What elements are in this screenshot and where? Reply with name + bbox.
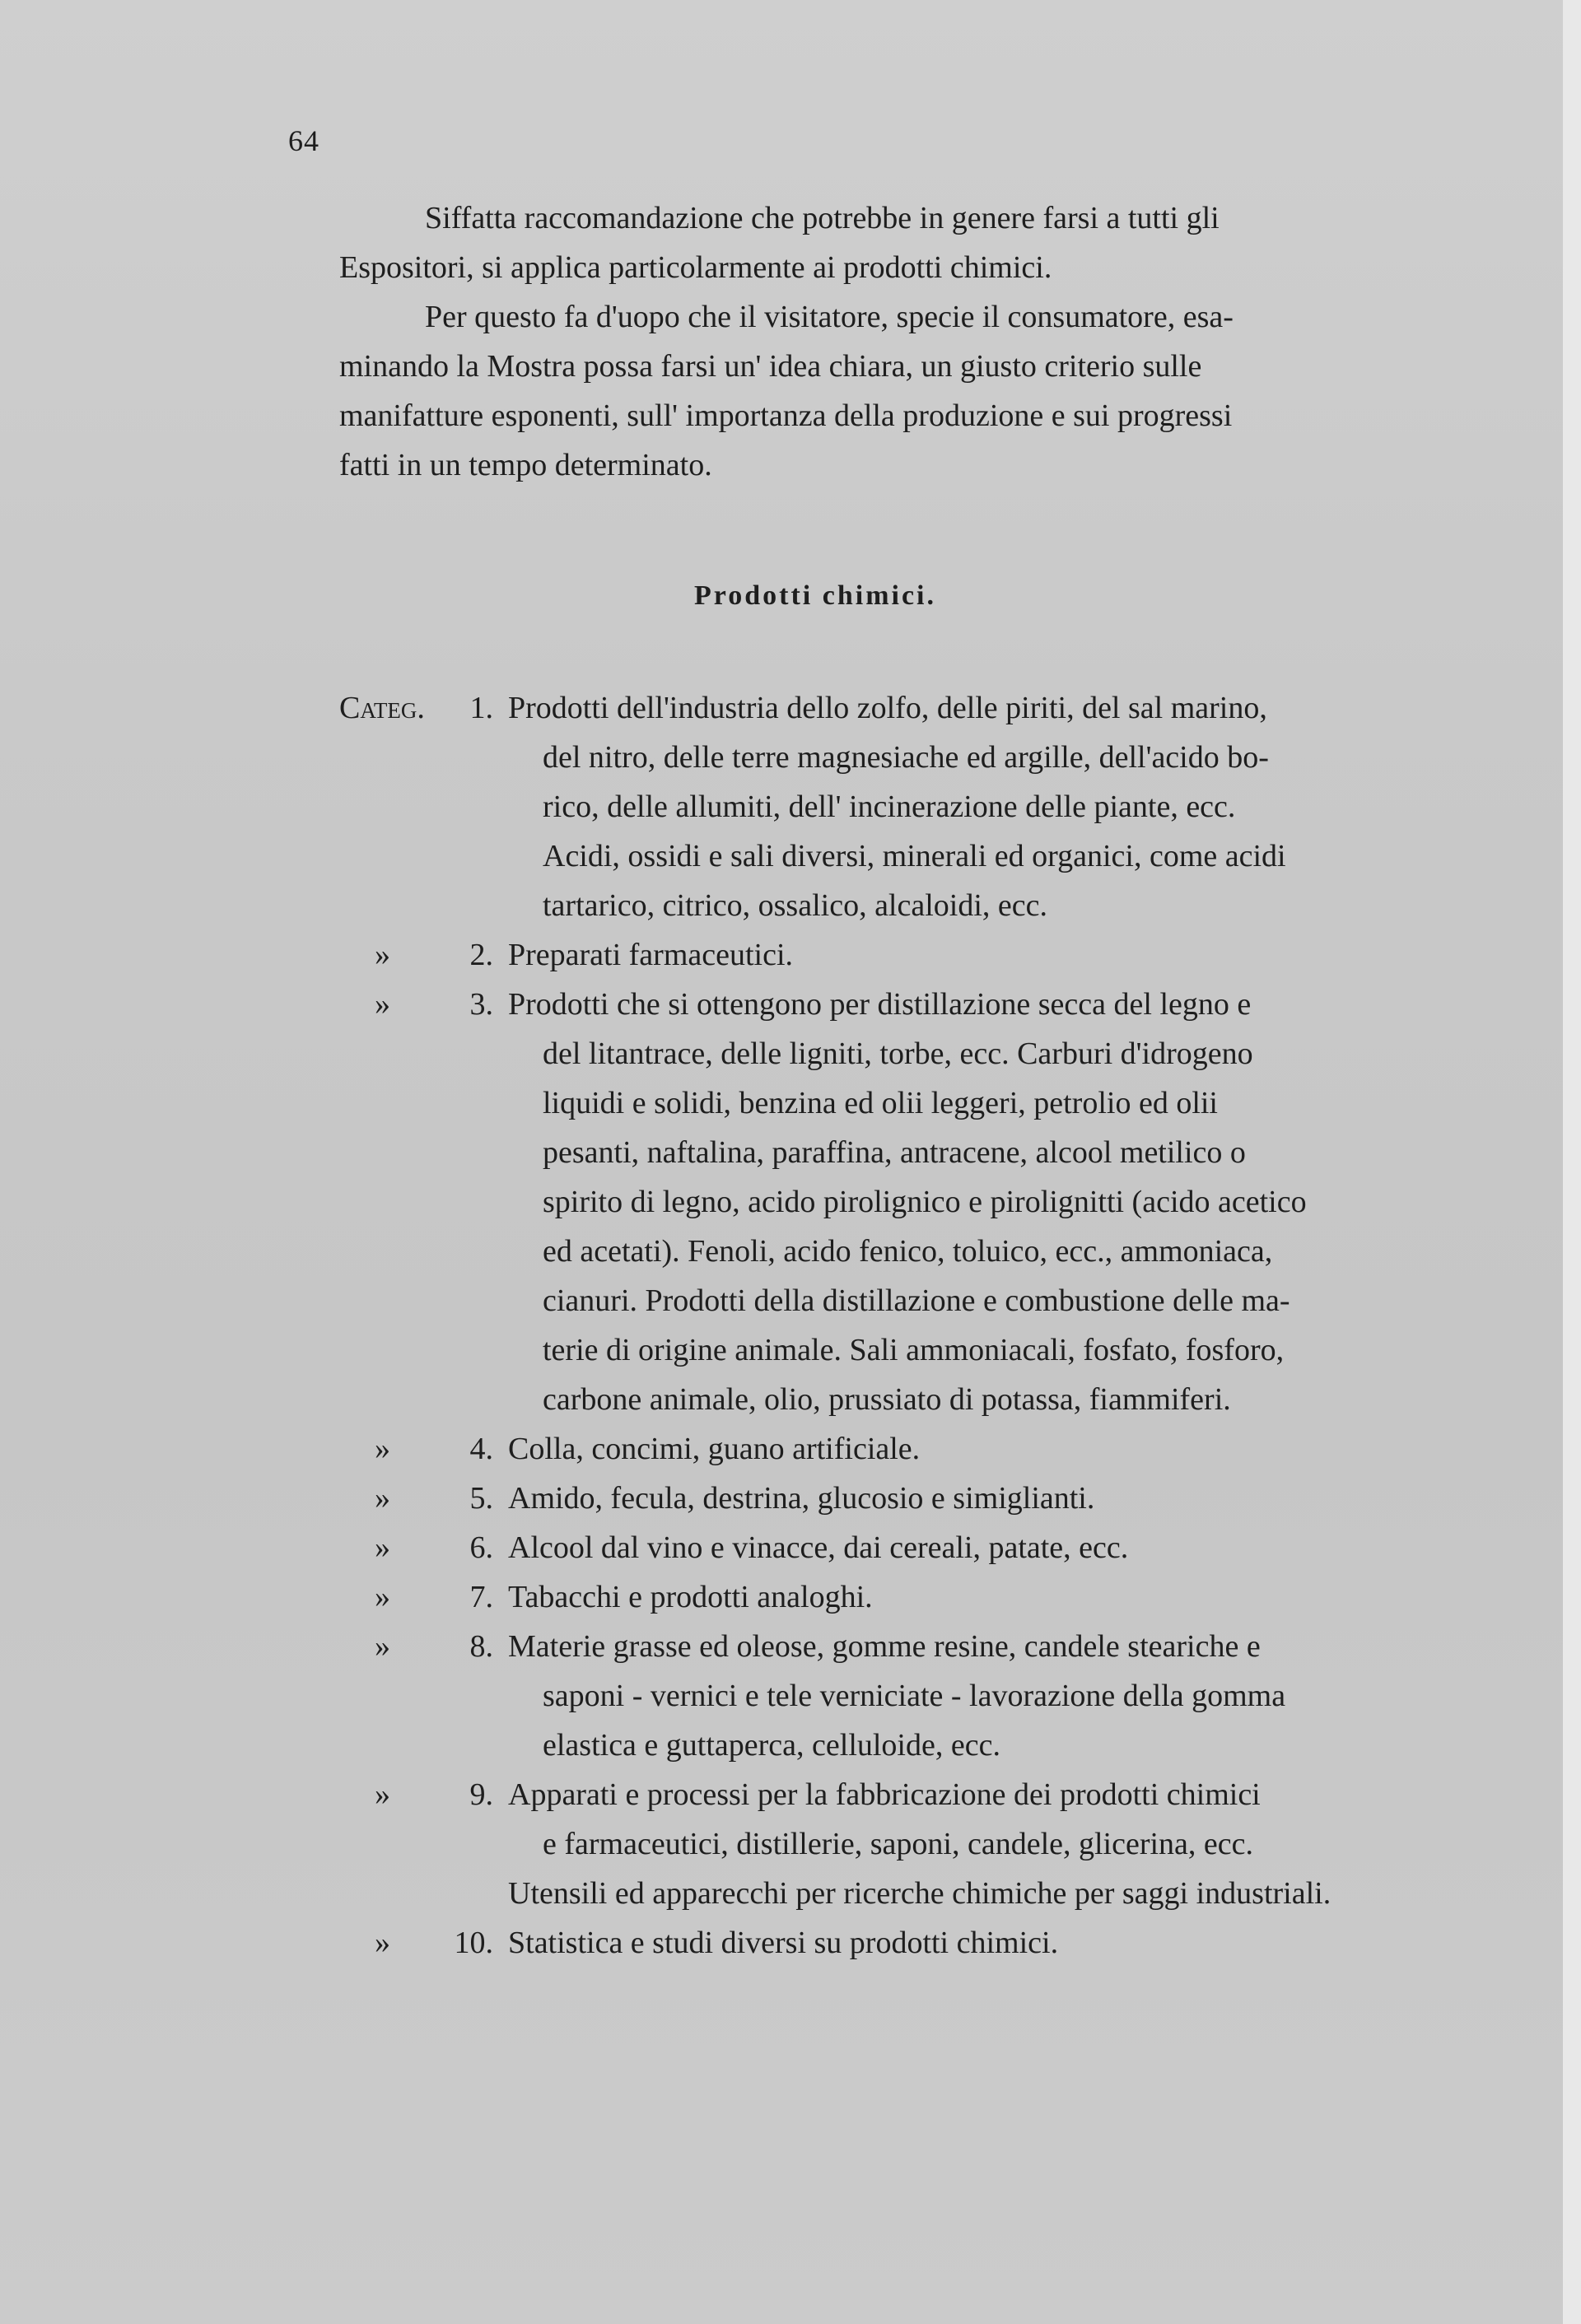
category-line: Acidi, ossidi e sali diversi, minerali ed organici, come acidi (543, 839, 1286, 873)
scan-edge (1563, 0, 1581, 2324)
category-prefix: » (375, 1580, 390, 1614)
intro-line: minando la Mostra possa farsi un' idea chiara, un giusto criterio sulle (339, 349, 1202, 384)
category-line: Tabacchi e prodotti analoghi. (508, 1580, 873, 1614)
category-prefix: » (375, 987, 390, 1022)
category-text (508, 980, 1479, 1424)
category-line: Prodotti che si ottengono per distillazione secca del legno e (508, 987, 1252, 1022)
category-item (339, 1770, 1479, 1869)
category-prefix: » (375, 1481, 390, 1516)
category-line: Prodotti dell'industria dello zolfo, delle piriti, del sal marino, (508, 691, 1267, 725)
category-number: 1. (469, 691, 493, 725)
category-text (508, 1424, 1479, 1474)
category-text (508, 1622, 1479, 1770)
category-item (339, 1572, 1479, 1622)
category-number: 8. (469, 1629, 493, 1664)
category-text (508, 1770, 1479, 1869)
category-extra-line: Utensili ed apparecchi per ricerche chimiche per saggi industriali. (508, 1876, 1331, 1911)
category-prefix: Categ. (339, 691, 425, 725)
category-line: pesanti, naftalina, paraffina, antracene, alcool metilico o (543, 1135, 1246, 1170)
category-line: Preparati farmaceutici. (508, 938, 794, 972)
category-item (339, 1523, 1479, 1572)
category-line: cianuri. Prodotti della distillazione e combustione delle ma- (543, 1283, 1290, 1318)
category-item (339, 1918, 1479, 1968)
category-line: elastica e guttaperca, celluloide, ecc. (543, 1728, 1000, 1763)
category-line: liquidi e solidi, benzina ed olii leggeri, petrolio ed olii (543, 1086, 1218, 1120)
category-text (508, 1474, 1479, 1523)
category-item (339, 980, 1479, 1424)
category-line: Apparati e processi per la fabbricazione dei prodotti chimici (508, 1777, 1261, 1812)
intro-line: Per questo fa d'uopo che il visitatore, specie il consumatore, esa- (425, 300, 1234, 334)
category-item (339, 1424, 1479, 1474)
intro-paragraph (339, 292, 1479, 490)
category-number: 9. (469, 1777, 493, 1812)
category-prefix: » (375, 1926, 390, 1960)
category-item (339, 930, 1479, 980)
category-line: ed acetati). Fenoli, acido fenico, toluico, ecc., ammoniaca, (543, 1234, 1273, 1269)
category-item (339, 1622, 1479, 1770)
category-line: Statistica e studi diversi su prodotti chimici. (508, 1926, 1059, 1960)
category-prefix: » (375, 1629, 390, 1664)
category-text (508, 683, 1479, 930)
category-text (508, 1523, 1479, 1572)
intro-line: fatti in un tempo determinato. (339, 448, 712, 482)
category-number: 3. (469, 987, 493, 1022)
category-list (339, 683, 1479, 1968)
category-text (508, 1918, 1479, 1968)
category-prefix: » (375, 1777, 390, 1812)
category-line: terie di origine animale. Sali ammoniacali, fosfato, fosforo, (543, 1333, 1285, 1367)
intro-text (339, 193, 1479, 490)
category-line: del litantrace, delle ligniti, torbe, ecc. Carburi d'idrogeno (543, 1036, 1253, 1071)
category-line: carbone animale, olio, prussiato di potassa, fiammiferi. (543, 1382, 1231, 1417)
category-number: 10. (454, 1926, 493, 1960)
category-prefix: » (375, 1432, 390, 1466)
category-line: tartarico, citrico, ossalico, alcaloidi, ecc. (543, 888, 1047, 923)
intro-line: Siffatta raccomandazione che potrebbe in genere farsi a tutti gli (425, 201, 1220, 235)
intro-line: Espositori, si applica particolarmente ai prodotti chimici. (339, 250, 1052, 285)
category-line: saponi - vernici e tele verniciate - lavorazione della gomma (543, 1679, 1286, 1713)
category-number: 4. (469, 1432, 493, 1466)
category-prefix: » (375, 1530, 390, 1565)
section-title: Prodotti chimici. (694, 580, 936, 611)
category-line: Alcool dal vino e vinacce, dai cereali, patate, ecc. (508, 1530, 1129, 1565)
category-line: Amido, fecula, destrina, glucosio e simiglianti. (508, 1481, 1095, 1516)
category-line: Materie grasse ed oleose, gomme resine, candele steariche e (508, 1629, 1261, 1664)
category-line: spirito di legno, acido pirolignico e pirolignitti (acido acetico (543, 1185, 1307, 1219)
category-item (339, 683, 1479, 930)
intro-paragraph (339, 193, 1479, 292)
category-text (508, 930, 1479, 980)
category-text (508, 1572, 1479, 1622)
category-line: Colla, concimi, guano artificiale. (508, 1432, 921, 1466)
category-number: 7. (469, 1580, 493, 1614)
category-line: e farmaceutici, distillerie, saponi, candele, glicerina, ecc. (543, 1827, 1254, 1861)
page-number: 64 (288, 124, 319, 157)
category-item (339, 1474, 1479, 1523)
category-number: 6. (469, 1530, 493, 1565)
intro-line: manifatture esponenti, sull' importanza della produzione e sui progressi (339, 398, 1233, 433)
category-line: rico, delle allumiti, dell' incinerazione delle piante, ecc. (543, 789, 1236, 824)
category-number: 2. (469, 938, 493, 972)
category-number: 5. (469, 1481, 493, 1516)
category-line: del nitro, delle terre magnesiache ed argille, dell'acido bo- (543, 740, 1269, 775)
category-prefix: » (375, 938, 390, 972)
